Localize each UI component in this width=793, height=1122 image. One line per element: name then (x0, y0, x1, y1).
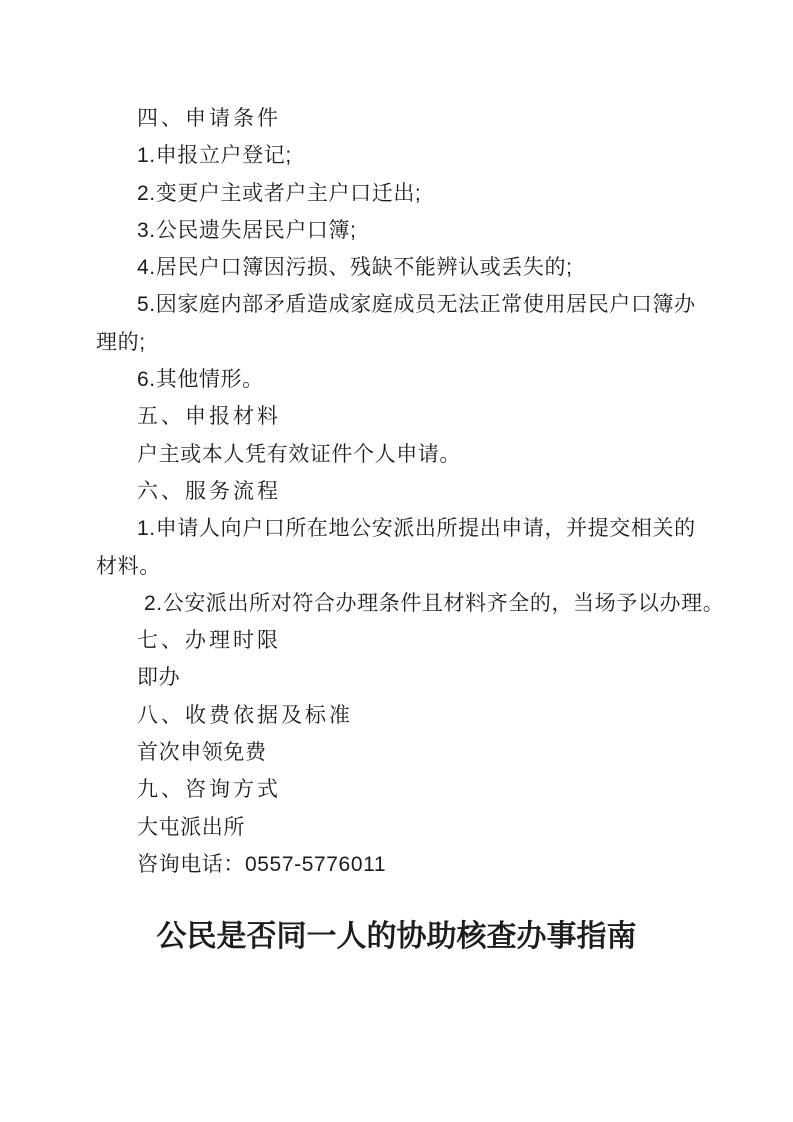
section-heading-service-process: 六、服务流程 (137, 479, 281, 503)
section-heading-fee-basis: 八、收费依据及标准 (137, 703, 353, 727)
list-item-process-1: 1.申请人向户口所在地公安派出所提出申请，并提交相关的 (137, 517, 696, 541)
list-item-process-2: 2.公安派出所对符合办理条件且材料齐全的，当场予以办理。 (144, 591, 725, 615)
list-item-condition-1: 1.申报立户登记; (137, 144, 292, 168)
list-item-condition-5: 5.因家庭内部矛盾造成家庭成员无法正常使用居民户口簿办 (137, 293, 696, 317)
section-heading-consultation: 九、咨询方式 (137, 778, 281, 802)
list-item-condition-5-continuation: 理的; (96, 330, 146, 354)
next-section-document-title: 公民是否同一人的协助核查办事指南 (156, 920, 637, 954)
section-heading-application-materials: 五、申报材料 (137, 405, 281, 429)
paragraph-police-station: 大屯派出所 (137, 815, 245, 839)
list-item-process-1-continuation: 材料。 (96, 554, 161, 578)
paragraph-consultation-phone: 咨询电话：0557-5776011 (137, 852, 387, 876)
list-item-condition-2: 2.变更户主或者户主户口迁出; (137, 181, 422, 205)
paragraph-processing-time: 即办 (137, 666, 181, 690)
list-item-condition-4: 4.居民户口簿因污损、残缺不能辨认或丢失的; (137, 256, 573, 280)
section-heading-application-conditions: 四、申请条件 (137, 107, 281, 130)
section-heading-processing-time: 七、办理时限 (137, 629, 281, 653)
paragraph-materials: 户主或本人凭有效证件个人申请。 (137, 442, 461, 466)
list-item-condition-3: 3.公民遗失居民户口簿; (137, 218, 357, 242)
paragraph-fee: 首次申领免费 (137, 741, 267, 765)
list-item-condition-6: 6.其他情形。 (137, 368, 264, 392)
